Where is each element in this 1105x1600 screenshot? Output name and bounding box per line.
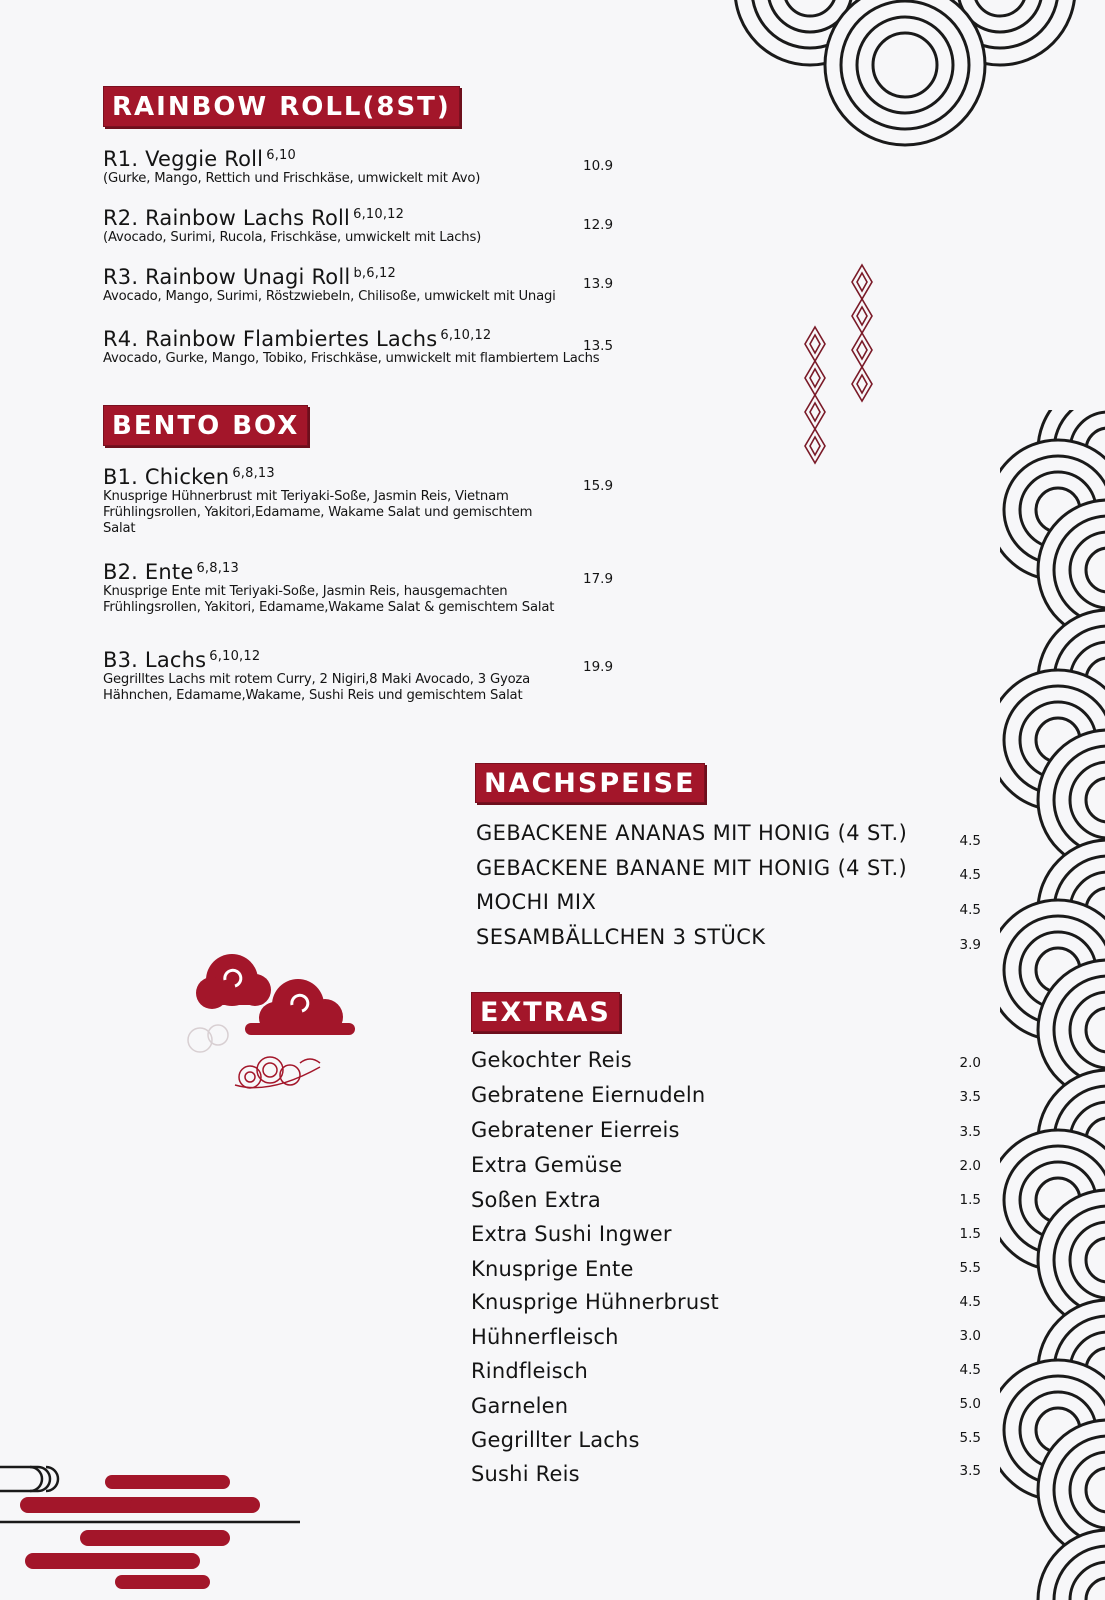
extra-item-name: Gebratener Eierreis: [471, 1118, 680, 1142]
cloud-ornament-icon: [170, 945, 370, 1105]
item-price: 17.9: [583, 571, 614, 587]
extra-item-price: 5.0: [959, 1396, 981, 1412]
menu-item-r2: [103, 206, 623, 246]
menu-item-b3: [103, 648, 573, 704]
allergen-codes: b,6,12: [353, 266, 396, 281]
extra-item-price: 1.5: [959, 1226, 981, 1242]
menu-item-r1: [103, 147, 623, 187]
item-description: Knusprige Ente mit Teriyaki-Soße, Jasmin Reis, hausgemachten Frühlingsrollen, Yakitori, Edamame,Wakame Salat & gemischtem Salat: [103, 584, 555, 615]
extra-item-price: 1.5: [959, 1192, 981, 1208]
extra-item-name: Extra Gemüse: [471, 1153, 623, 1177]
section-title-bento-box: BENTO BOX: [103, 405, 308, 446]
item-description: (Avocado, Surimi, Rucola, Frischkäse, umwickelt mit Lachs): [103, 230, 482, 245]
item-description: Avocado, Mango, Surimi, Röstzwiebeln, Chilisoße, umwickelt mit Unagi: [103, 289, 556, 304]
dessert-item-price: 3.9: [959, 937, 981, 953]
item-name: B2. Ente: [103, 560, 194, 584]
extra-item-price: 3.5: [959, 1124, 981, 1140]
section-title-nachspeise: NACHSPEISE: [475, 763, 705, 803]
allergen-codes: 6,10,12: [353, 207, 405, 222]
extra-item-price: 5.5: [959, 1260, 981, 1276]
item-name: R3. Rainbow Unagi Roll: [103, 265, 351, 289]
dessert-item-price: 4.5: [959, 833, 981, 849]
extra-item-name: Rindfleisch: [471, 1359, 589, 1383]
bar-ornament-icon: [0, 1455, 310, 1600]
extra-item-name: Knusprige Ente: [471, 1257, 634, 1281]
extra-item-name: Gekochter Reis: [471, 1048, 632, 1072]
item-price: 19.9: [583, 659, 614, 675]
extra-item-price: 4.5: [959, 1294, 981, 1310]
item-description: Gegrilltes Lachs mit rotem Curry, 2 Nigiri,8 Maki Avocado, 3 Gyoza Hähnchen, Edamame,Wakame, Sushi Reis und gemischtem Salat: [103, 672, 531, 703]
wave-pattern-top-right: [730, 0, 1105, 150]
item-description: Avocado, Gurke, Mango, Tobiko, Frischkäse, umwickelt mit flambiertem Lachs: [103, 351, 600, 366]
extra-item-price: 2.0: [959, 1055, 981, 1071]
item-name: R1. Veggie Roll: [103, 147, 264, 171]
item-name: B3. Lachs: [103, 648, 207, 672]
wave-pattern-right: [1000, 410, 1105, 1600]
allergen-codes: 6,10: [266, 148, 296, 163]
allergen-codes: 6,8,13: [196, 561, 240, 576]
extra-item-price: 3.5: [959, 1089, 981, 1105]
item-name: R2. Rainbow Lachs Roll: [103, 206, 351, 230]
item-price: 13.5: [583, 338, 614, 354]
dessert-item-name: SESAMBÄLLCHEN 3 STÜCK: [476, 925, 766, 949]
extra-item-name: Soßen Extra: [471, 1188, 601, 1212]
dessert-item-price: 4.5: [959, 902, 981, 918]
extra-item-price: 2.0: [959, 1158, 981, 1174]
menu-item-r3: [103, 265, 623, 305]
extra-item-name: Gegrillter Lachs: [471, 1428, 640, 1452]
item-description: Knusprige Hühnerbrust mit Teriyaki-Soße, Jasmin Reis, Vietnam Frühlingsrollen, Yakitori,Edamame, Wakame Salat und gemischtem Salat: [103, 489, 533, 536]
extra-item-price: 5.5: [959, 1430, 981, 1446]
extra-item-name: Gebratene Eiernudeln: [471, 1083, 706, 1107]
allergen-codes: 6,8,13: [232, 466, 275, 481]
item-description: (Gurke, Mango, Rettich und Frischkäse, umwickelt mit Avo): [103, 171, 481, 186]
extra-item-name: Extra Sushi Ingwer: [471, 1222, 672, 1246]
item-price: 15.9: [583, 478, 614, 494]
menu-item-b2: [103, 560, 563, 616]
section-title-rainbow-roll: RAINBOW ROLL(8ST): [103, 86, 460, 127]
extra-item-name: Sushi Reis: [471, 1462, 580, 1486]
extra-item-name: Knusprige Hühnerbrust: [471, 1290, 719, 1314]
item-name: R4. Rainbow Flambiertes Lachs: [103, 327, 438, 351]
item-price: 10.9: [583, 158, 614, 174]
dessert-item-name: MOCHI MIX: [476, 890, 597, 914]
item-name: B1. Chicken: [103, 465, 230, 489]
dessert-item-name: GEBACKENE ANANAS MIT HONIG (4 ST.): [476, 821, 908, 845]
allergen-codes: 6,10,12: [209, 649, 261, 664]
diamond-ornament-icon: [790, 262, 890, 472]
allergen-codes: 6,10,12: [440, 328, 492, 343]
dessert-item-price: 4.5: [959, 867, 981, 883]
extra-item-price: 3.5: [959, 1463, 981, 1479]
extra-item-price: 4.5: [959, 1362, 981, 1378]
extra-item-price: 3.0: [959, 1328, 981, 1344]
extra-item-name: Hühnerfleisch: [471, 1325, 619, 1349]
menu-item-b1: [103, 465, 563, 537]
dessert-item-name: GEBACKENE BANANE MIT HONIG (4 ST.): [476, 856, 908, 880]
item-price: 13.9: [583, 276, 614, 292]
section-title-extras: EXTRAS: [471, 992, 620, 1032]
item-price: 12.9: [583, 217, 614, 233]
menu-item-r4: [103, 327, 623, 367]
extra-item-name: Garnelen: [471, 1394, 569, 1418]
